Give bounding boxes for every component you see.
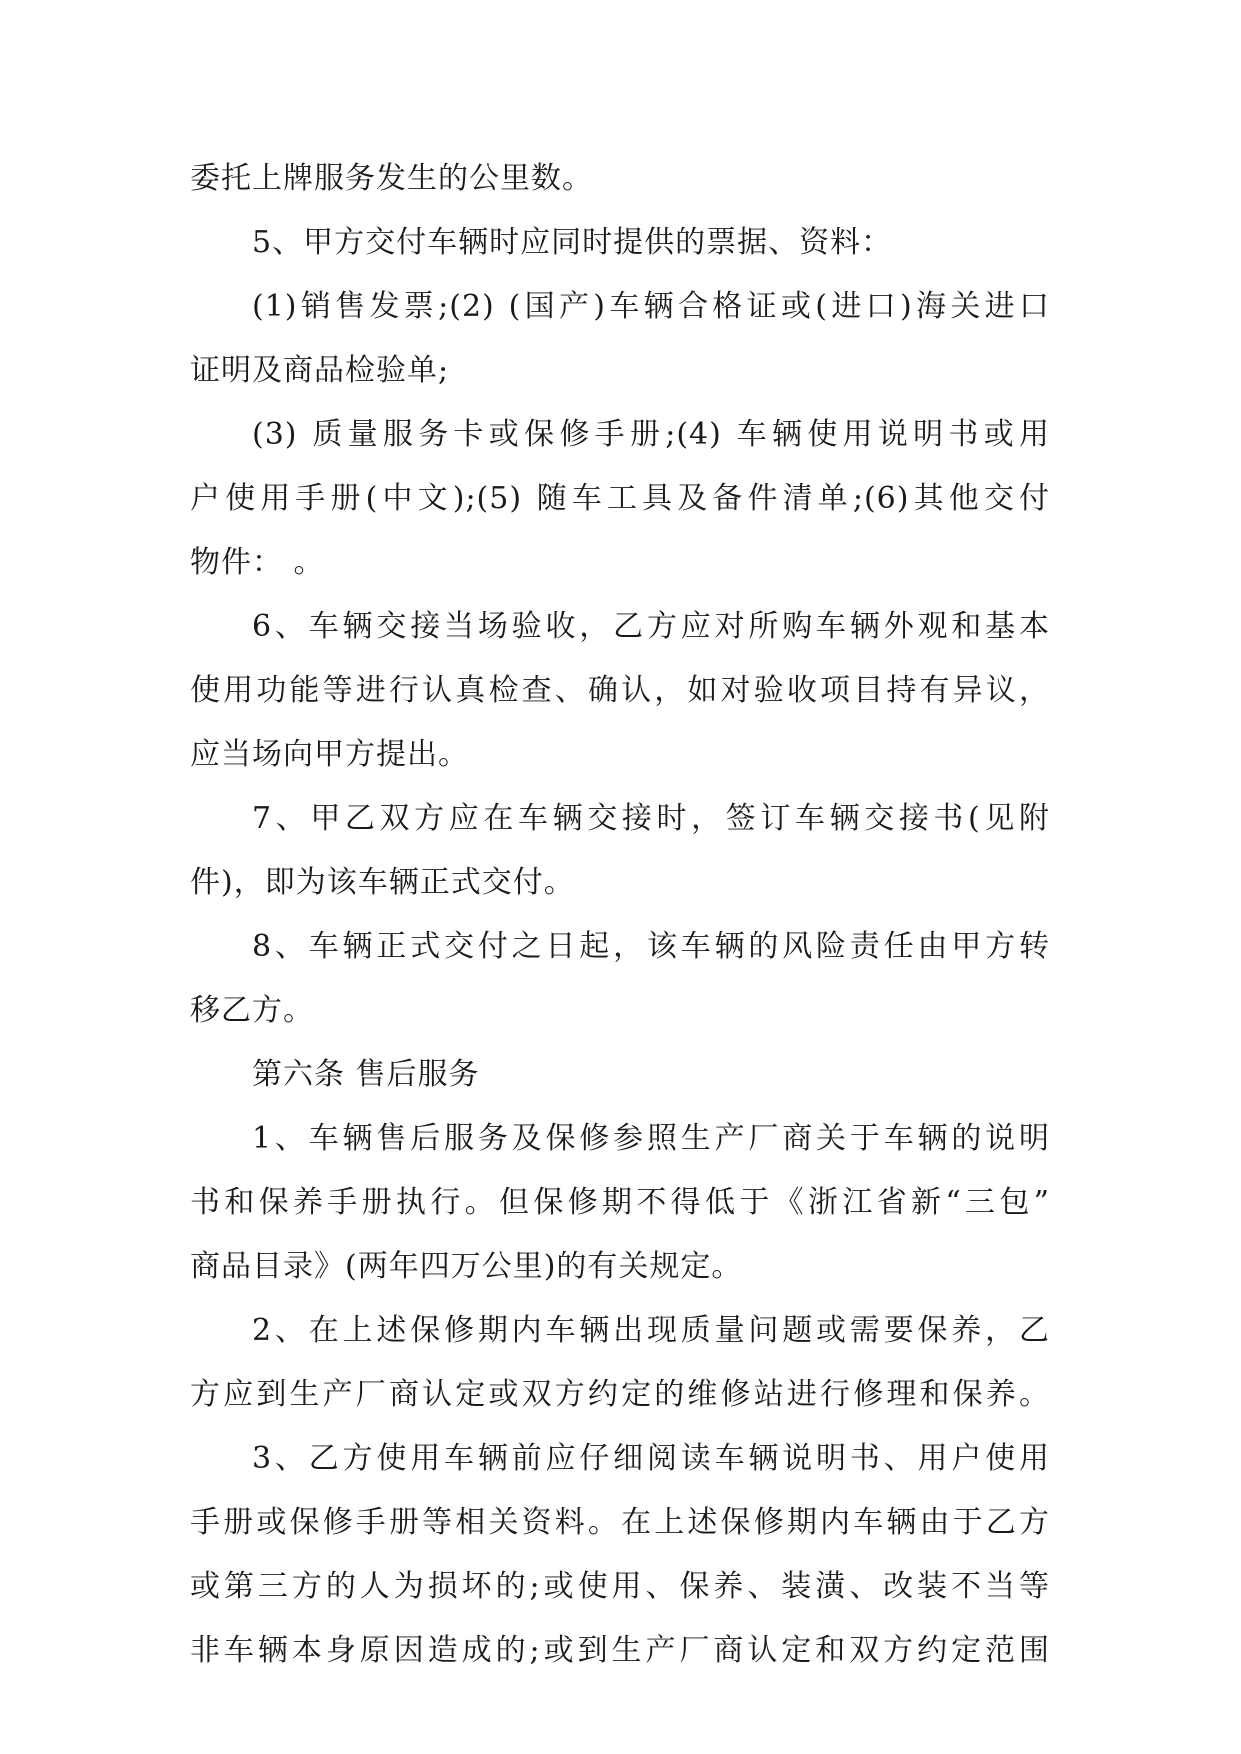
text-line: 手册或保修手册等相关资料。在上述保修期内车辆由于乙方 [190, 1505, 1050, 1540]
text-line: 件)，即为该车辆正式交付。 [190, 865, 575, 900]
text-line: 7、甲乙双方应在车辆交接时，签订车辆交接书(见附 [252, 801, 1050, 836]
text-line: (1)销售发票;(2) (国产)车辆合格证或(进口)海关进口 [252, 289, 1050, 324]
text-line: 委托上牌服务发生的公里数。 [190, 161, 593, 196]
text-line: 户使用手册(中文);(5) 随车工具及备件清单;(6)其他交付 [190, 481, 1050, 516]
text-line: 商品目录》(两年四万公里)的有关规定。 [190, 1249, 743, 1284]
text-line: 6、车辆交接当场验收，乙方应对所购车辆外观和基本 [252, 609, 1050, 644]
text-line: 使用功能等进行认真检查、确认，如对验收项目持有异议， [190, 673, 1050, 708]
text-line: 8、车辆正式交付之日起，该车辆的风险责任由甲方转 [252, 929, 1050, 964]
section-heading: 第六条 售后服务 [252, 1057, 480, 1092]
text-line: 或第三方的人为损坏的;或使用、保养、装潢、改装不当等 [190, 1569, 1050, 1604]
text-line: (3) 质量服务卡或保修手册;(4) 车辆使用说明书或用 [252, 417, 1050, 452]
text-line: 1、车辆售后服务及保修参照生产厂商关于车辆的说明 [252, 1121, 1050, 1156]
text-line: 3、乙方使用车辆前应仔细阅读车辆说明书、用户使用 [252, 1441, 1050, 1476]
text-line: 书和保养手册执行。但保修期不得低于《浙江省新“三包” [190, 1185, 1050, 1220]
text-line: 5、甲方交付车辆时应同时提供的票据、资料： [252, 225, 893, 260]
text-line: 应当场向甲方提出。 [190, 737, 469, 772]
text-line: 非车辆本身原因造成的;或到生产厂商认定和双方约定范围 [190, 1633, 1050, 1668]
text-line: 2、在上述保修期内车辆出现质量问题或需要保养，乙 [252, 1313, 1050, 1348]
text-line: 方应到生产厂商认定或双方约定的维修站进行修理和保养。 [190, 1377, 1050, 1412]
text-line: 物件： 。 [190, 545, 325, 580]
document-page [190, 158, 1050, 1694]
text-line: 移乙方。 [190, 993, 314, 1028]
text-line: 证明及商品检验单; [190, 353, 450, 388]
